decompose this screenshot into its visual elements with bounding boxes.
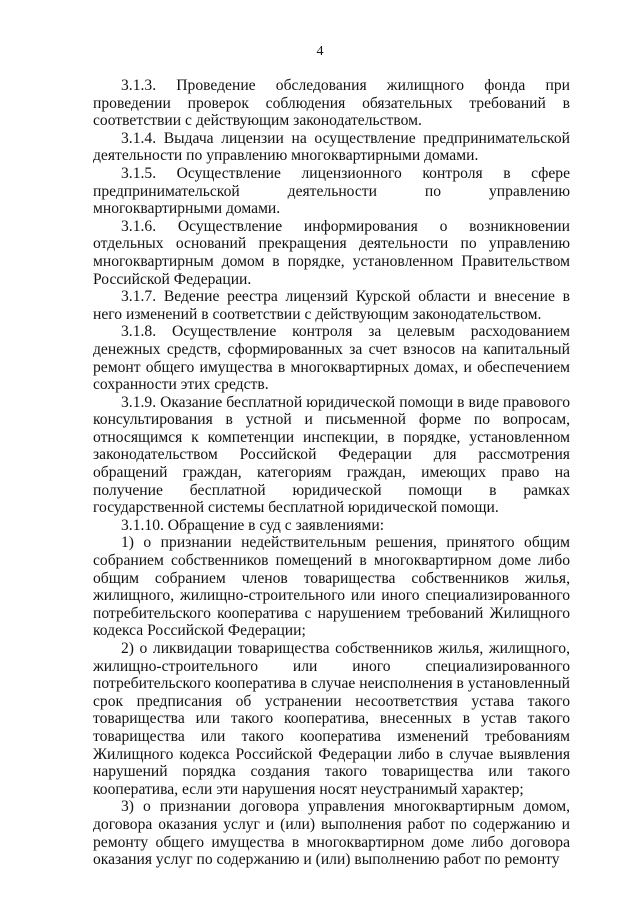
paragraph-3-1-9: 3.1.9. Оказание бесплатной юридической помощи в виде правового консультирования в устной и письменной форме по вопросам, относящимся к компетенции инспекции, в порядке, установленном законодательством Российской Федерации для рассмотрения обращений граждан, категориям граждан, имеющих право на получение бесплатной юридической помощи в рамках государственной системы бесплатной юридической помощи. (93, 393, 570, 517)
page-number: 4 (316, 44, 324, 59)
document-body (93, 77, 570, 869)
paragraph-3-1-10-item-2: 2) о ликвидации товарищества собственников жилья, жилищного, жилищно-строительного или иного специализированного потребительского кооператива в случае неисполнения в установленный срок предписания об устранении несоответствия устава такого товарищества или такого кооператива, внесенных в устав такого товарищества или такого кооператива изменений требованиям Жилищного кодекса Российской Федерации либо в случае выявления нарушений порядка создания такого товарищества или такого кооператива, если эти нарушения носят неустранимый характер; (93, 640, 570, 798)
paragraph-3-1-6: 3.1.6. Осуществление информирования о возникновении отдельных оснований прекращения деятельности по управлению многоквартирным домом в порядке, установленном Правительством Российской Федерации. (93, 217, 570, 288)
paragraph-3-1-7: 3.1.7. Ведение реестра лицензий Курской области и внесение в него изменений в соответствии с действующим законодательством. (93, 288, 570, 323)
paragraph-3-1-10-item-3: 3) о признании договора управления многоквартирным домом, договора оказания услуг и (или) выполнения работ по содержанию и ремонту общего имущества в многоквартирном доме либо договора оказания услуг по содержанию и (или) выполнению работ по ремонту (93, 798, 570, 869)
paragraph-3-1-10-item-1: 1) о признании недействительным решения, принятого общим собранием собственников помещений в многоквартирном доме либо общим собранием членов товарищества собственников жилья, жилищного, жилищно-строительного или иного специализированного потребительского кооператива с нарушением требований Жилищного кодекса Российской Федерации; (93, 534, 570, 640)
paragraph-3-1-3: 3.1.3. Проведение обследования жилищного фонда при проведении проверок соблюдения обязательных требований в соответствии с действующим законодательством. (93, 77, 570, 130)
paragraph-3-1-10: 3.1.10. Обращение в суд с заявлениями: (121, 516, 385, 534)
paragraph-3-1-8: 3.1.8. Осуществление контроля за целевым расходованием денежных средств, сформированных за счет взносов на капитальный ремонт общего имущества в многоквартирных домах, и обеспечением сохранности этих средств. (93, 323, 570, 394)
paragraph-3-1-5: 3.1.5. Осуществление лицензионного контроля в сфере предпринимательской деятельности по управлению многоквартирными домами. (93, 164, 570, 218)
paragraph-3-1-4: 3.1.4. Выдача лицензии на осуществление предпринимательской деятельности по управлению многоквартирными домами. (93, 129, 570, 165)
